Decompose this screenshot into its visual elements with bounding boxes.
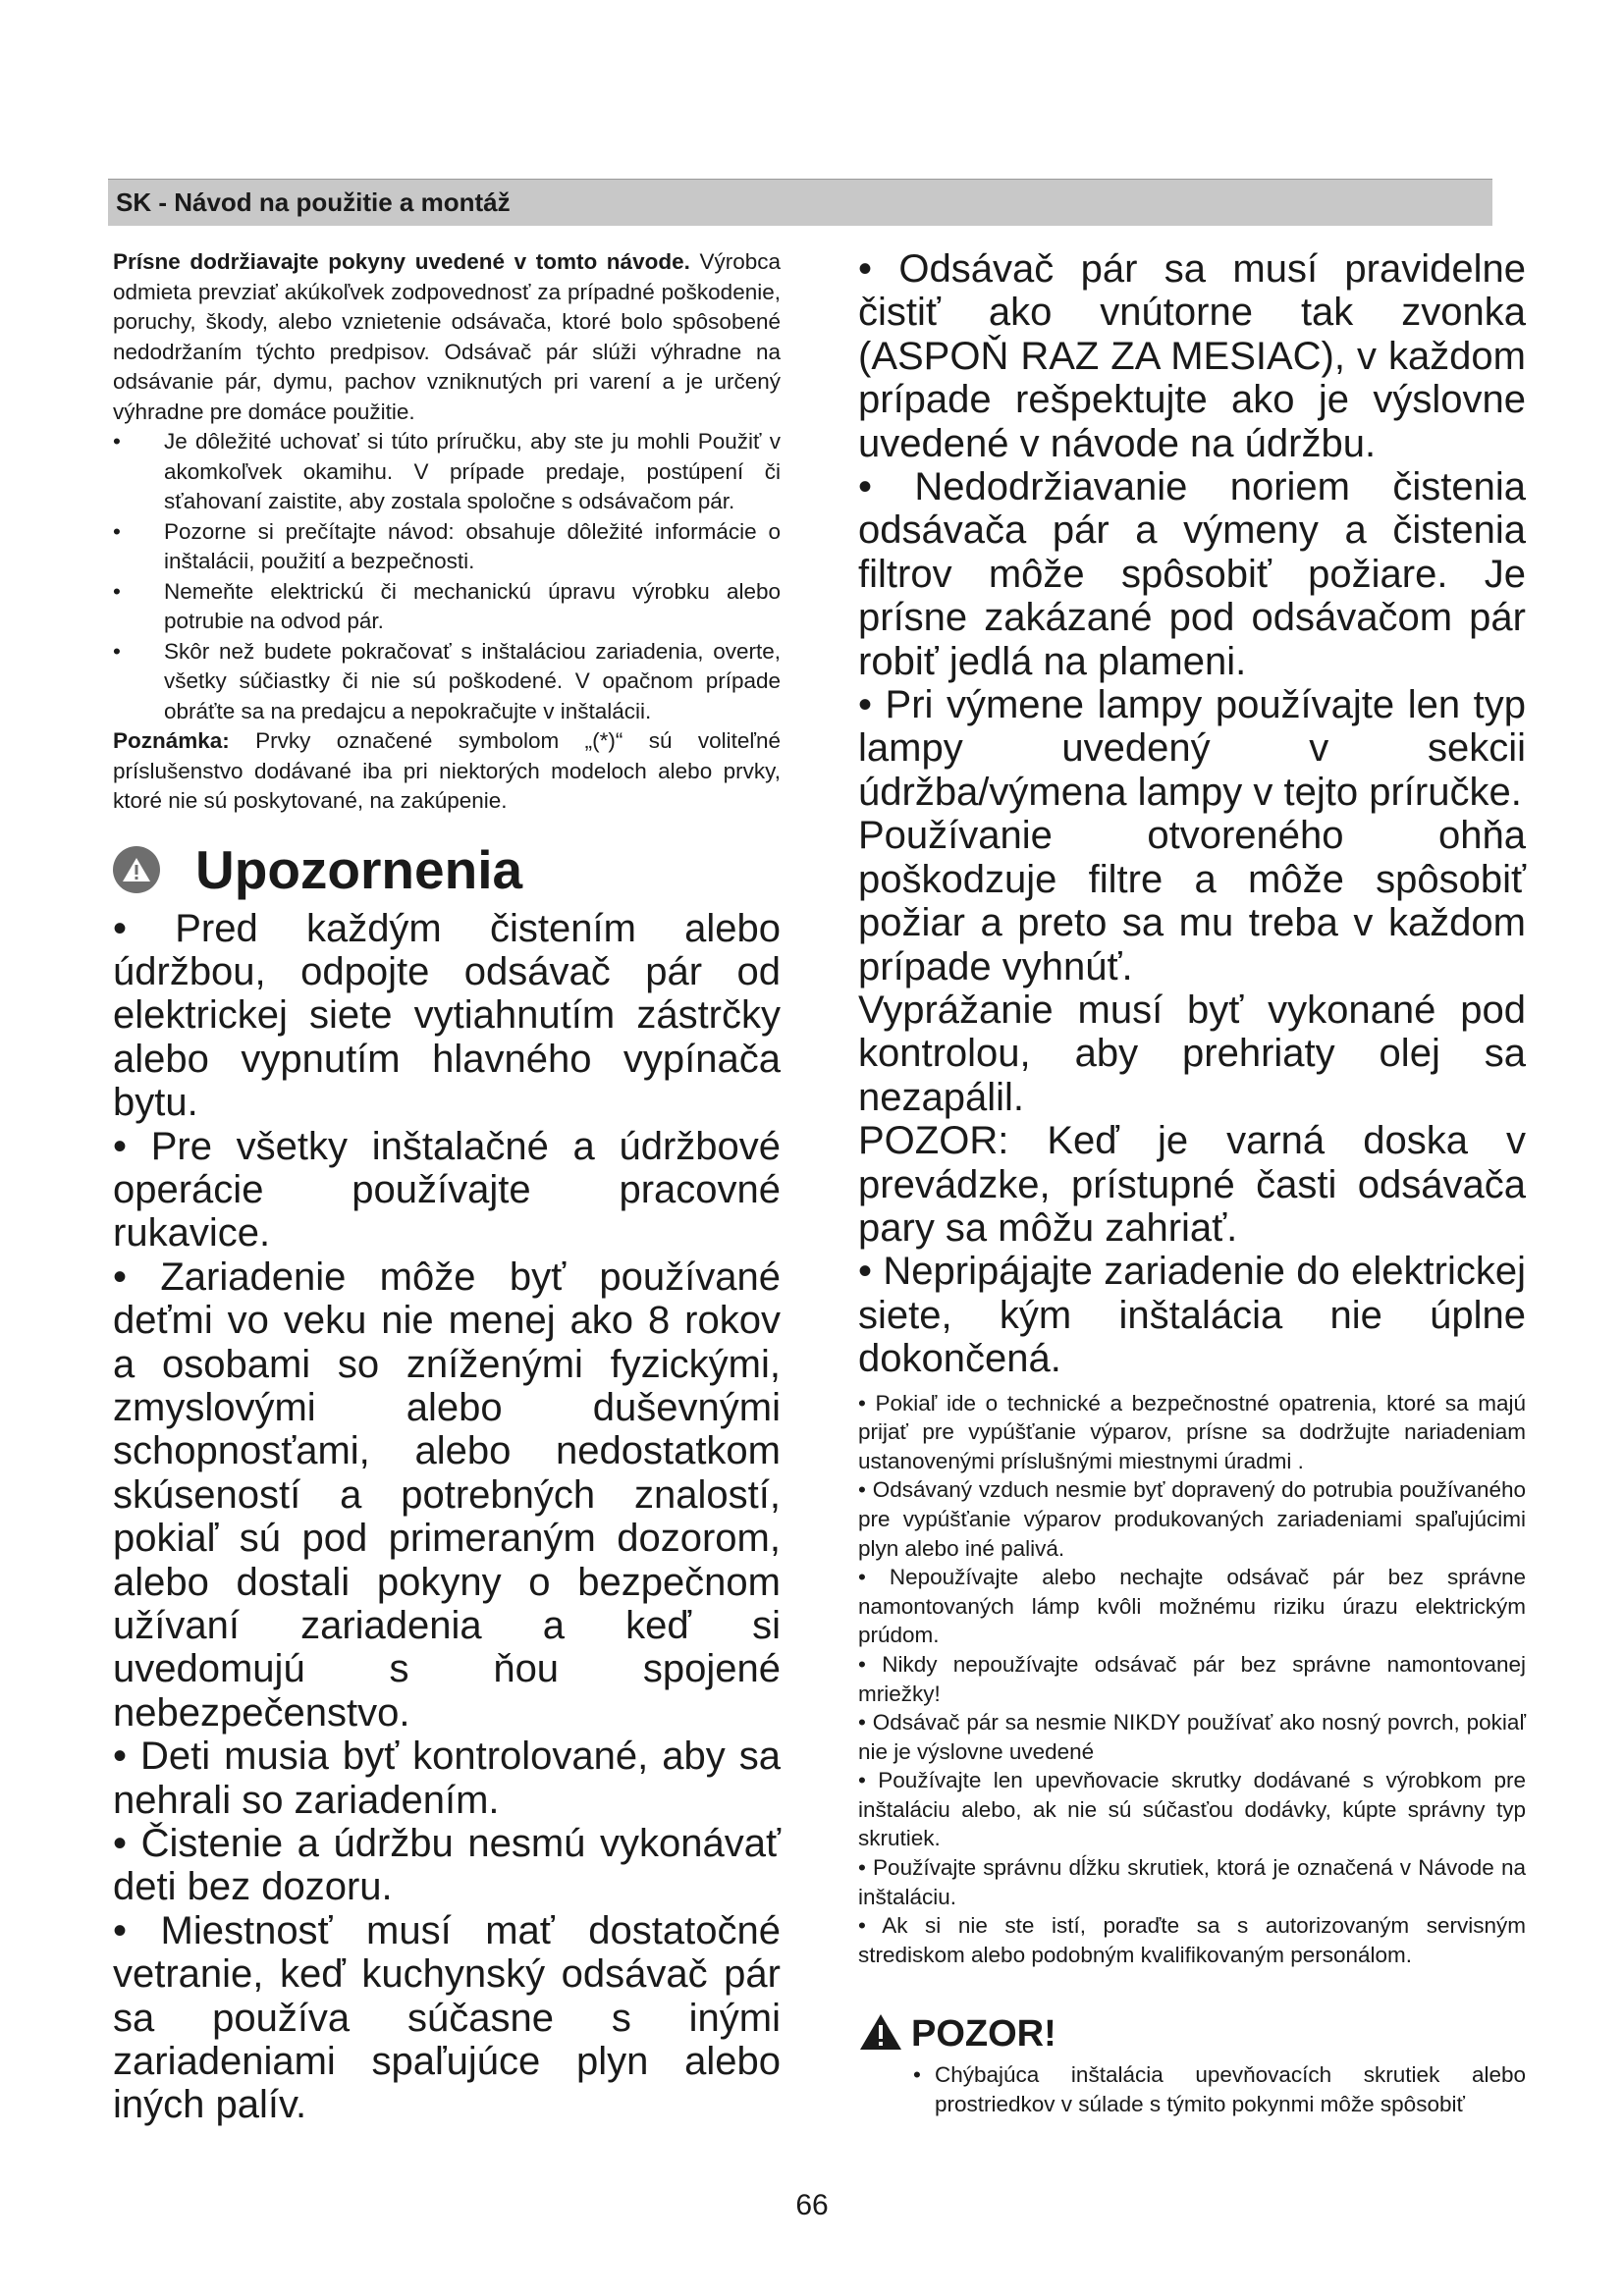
info-paragraph: • Nepripájajte zariadenie do elektrickej siete, kým inštalácia nie úplne dokončená. [858, 1250, 1526, 1381]
safety-note: • Ak si nie ste istí, poraďte sa s autorizovaným servisným strediskom alebo podobným kvalifikovaným personálom. [858, 1913, 1526, 1967]
intro-bullet-list [113, 427, 781, 726]
safety-note: • Odsávaný vzduch nesmie byť dopravený do potrubia používaného pre vypúšťanie výparov produkovaných zariadeniami spaľujúcimi plyn alebo iné palivá. [858, 1477, 1526, 1561]
info-paragraph: • Pri výmene lampy používajte len typ lampy uvedený v sekcii údržba/výmena lampy v tejto príručke. [858, 683, 1526, 814]
intro-bold: Prísne dodržiavajte pokyny uvedené v tomto návode. [113, 249, 690, 274]
intro-bullet: • Skôr než budete pokračovať s inštaláciou zariadenia, overte, všetky súčiastky či nie sú poškodené. V opačnom prípade obráťte sa na predajcu a nepokračujte v inštalácii. [113, 637, 781, 727]
warnings-title: Upozornenia [195, 838, 523, 900]
safety-note: • Nikdy nepoužívajte odsávač pár bez správne namontovanej mriežky! [858, 1651, 1526, 1706]
note-label: Poznámka: [113, 728, 230, 753]
warning-paragraph: • Pre všetky inštalačné a údržbové operácie používajte pracovné rukavice. [113, 1124, 781, 1255]
intro-bullet: • Je dôležité uchovať si túto príručku, aby ste ju mohli Použiť v akomkoľvek okamihu. V prípade predaje, postúpení či sťahovaní zaistite, aby zostala spoločne s odsávačom pár. [113, 427, 781, 517]
warning-paragraph: • Čistenie a údržbu nesmú vykonávať deti bez dozoru. [113, 1822, 781, 1909]
safety-note: • Nepoužívajte alebo nechajte odsávač pár bez správne namontovaných lámp kvôli možnému riziku úrazu elektrickým prúdom. [858, 1565, 1526, 1648]
safety-note: • Používajte len upevňovacie skrutky dodávané s výrobkom pre inštaláciu alebo, ak nie sú súčasťou dodávky, kúpte správny typ skrutiek. [858, 1768, 1526, 1851]
intro-paragraph [113, 247, 781, 427]
intro-text: Výrobca odmieta prevziať akúkoľvek zodpovednosť za prípadné poškodenie, poruchy, škody, alebo vznietenie odsávača, ktoré bolo spôsobené nedodržaním týchto predpisov. Odsávač pár slúži výhradne na odsávanie pár, dymu, pachov vzniknutých pri varení a je určený výhradne pre domáce použitie. [113, 249, 781, 424]
info-paragraph: POZOR: Keď je varná doska v prevádzke, prístupné časti odsávača pary sa môžu zahriať. [858, 1119, 1526, 1250]
warning-paragraph: • Miestnosť musí mať dostatočné vetranie, keď kuchynský odsávač pár sa používa súčasne s inými zariadeniami spaľujúce plyn alebo iných palív. [113, 1908, 781, 2127]
info-paragraph: • Odsávač pár sa musí pravidelne čistiť ako vnútorne tak zvonka (ASPOŇ RAZ ZA MESIAC), v každom prípade rešpektujte ako je výslovne uvedené v návode na údržbu. [858, 247, 1526, 465]
info-paragraph: Vyprážanie musí byť vykonané pod kontrolou, aby prehriaty olej sa nezapálil. [858, 988, 1526, 1119]
pozor-heading [858, 2012, 1526, 2056]
right-column [858, 247, 1526, 2119]
info-paragraph: Používanie otvoreného ohňa poškodzuje filtre a môže spôsobiť požiar a preto sa mu treba v každom prípade vyhnúť. [858, 814, 1526, 988]
warning-circle-icon [113, 846, 160, 893]
page-number: 66 [795, 2189, 829, 2221]
safety-note: • Používajte správnu dĺžku skrutiek, ktorá je označená v Návode na inštaláciu. [858, 1855, 1526, 1909]
pozor-list [858, 2060, 1526, 2119]
section-header-bar [108, 179, 1492, 226]
warning-triangle-icon [858, 2012, 903, 2056]
intro-bullet: • Pozorne si prečítajte návod: obsahuje dôležité informácie o inštalácii, použití a bezpečnosti. [113, 517, 781, 577]
safety-note: • Pokiaľ ide o technické a bezpečnostné opatrenia, ktoré sa majú prijať pre vypúšťanie výparov, prísne sa dodržujte nariadeniam ustanovenými príslušnými miestnymi úradmi . [858, 1390, 1526, 1473]
info-paragraph: • Nedodržiavanie noriem čistenia odsávača pár a výmeny a čistenia filtrov môže spôsobiť požiare. Je prísne zakázané pod odsávačom pár robiť jedlá na plameni. [858, 465, 1526, 683]
pozor-title: POZOR! [911, 2013, 1056, 2056]
header-title: SK - Návod na použitie a montáž [116, 187, 511, 217]
pozor-item: • Chýbajúca inštalácia upevňovacích skrutiek alebo prostriedkov v súlade s týmito pokynmi môže spôsobiť [935, 2060, 1526, 2119]
warnings-heading [113, 838, 781, 901]
warning-paragraph: • Pred každým čistením alebo údržbou, odpojte odsávač pár od elektrickej siete vytiahnutím zástrčky alebo vypnutím hlavného vypínača bytu. [113, 906, 781, 1125]
note-text: Prvky označené symbolom „(*)“ sú voliteľné príslušenstvo dodávané iba pri niektorých modeloch alebo prvky, ktoré nie sú poskytované, na zakúpenie. [113, 728, 781, 813]
left-column [113, 247, 781, 2127]
safety-note: • Odsávač pár sa nesmie NIKDY používať ako nosný povrch, pokiaľ nie je výslovne uvedené [858, 1710, 1526, 1764]
intro-bullet: • Nemeňte elektrickú či mechanickú úpravu výrobku alebo potrubie na odvod pár. [113, 577, 781, 637]
warning-paragraph: • Deti musia byť kontrolované, aby sa nehrali so zariadením. [113, 1735, 781, 1822]
note-paragraph [113, 726, 781, 817]
warning-paragraph: • Zariadenie môže byť používané deťmi vo veku nie menej ako 8 rokov a osobami so zníženými fyzickými, zmyslovými alebo duševnými schopnosťami, alebo nedostatkom skúseností a potrebných znalostí, pokiaľ sú pod primeraným dozorom, alebo dostali pokyny o bezpečnom užívaní zariadenia a keď si uvedomujú s ňou spojené nebezpečenstvo. [113, 1255, 781, 1735]
